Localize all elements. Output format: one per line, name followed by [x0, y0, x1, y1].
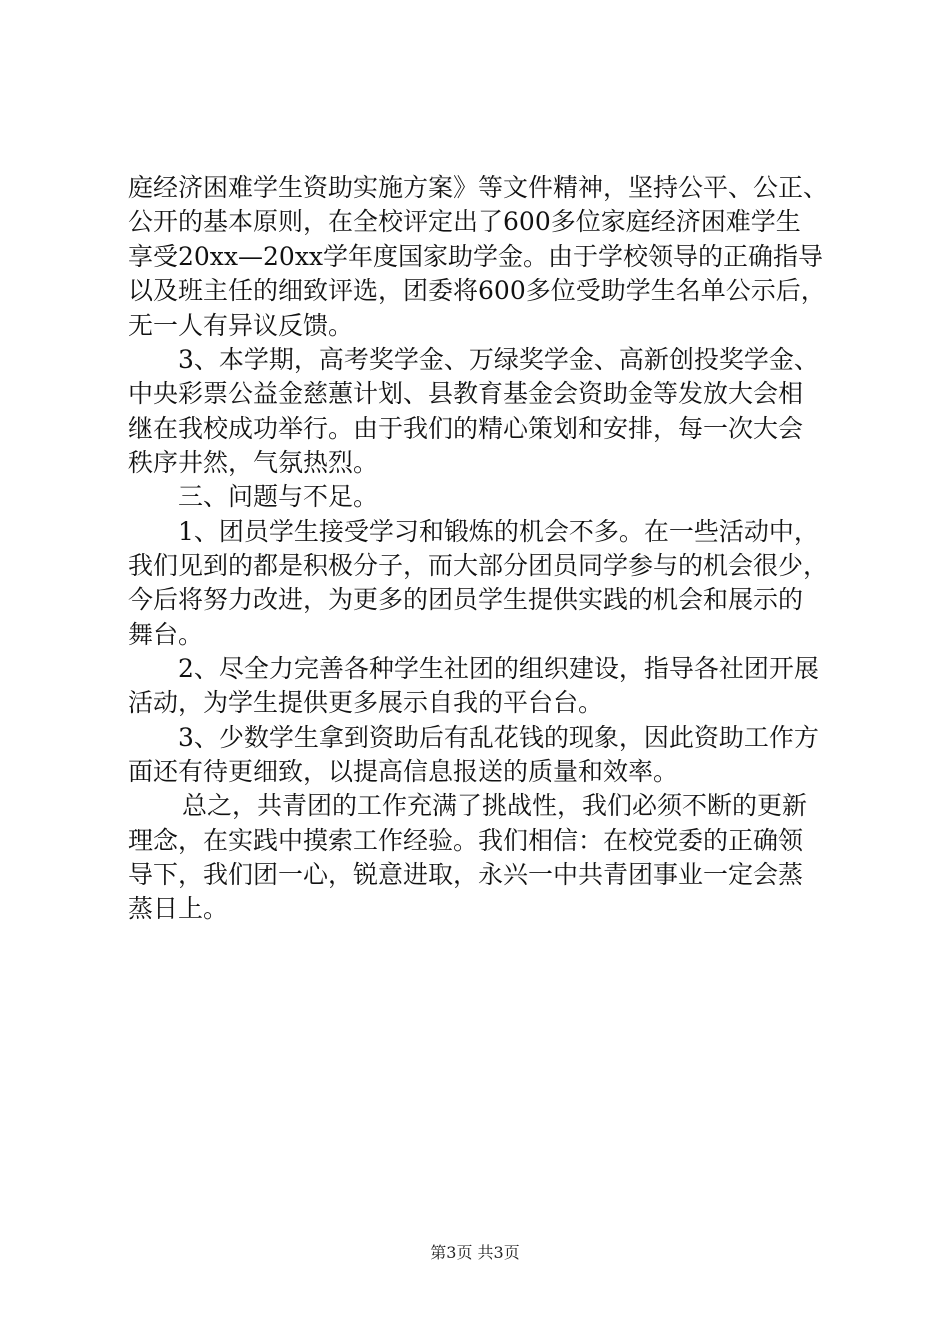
text-line: 3、本学期，高考奖学金、万绿奖学金、高新创投奖学金、 — [178, 345, 819, 374]
text-line: 以及班主任的细致评选，团委将600多位受助学生名单公示后， — [128, 276, 826, 305]
text-line: 2、尽全力完善各种学生社团的组织建设，指导各社团开展 — [178, 654, 819, 683]
text-line: 秩序井然，气氛热烈。 — [128, 448, 379, 477]
text-line: 继在我校成功举行。由于我们的精心策划和安排，每一次大会 — [128, 414, 804, 443]
page-number-footer: 第3页 共3页 — [430, 1243, 520, 1262]
text-line: 3、少数学生拿到资助后有乱花钱的现象，因此资助工作方 — [178, 723, 819, 752]
text-line: 今后将努力改进，为更多的团员学生提供实践的机会和展示的 — [128, 585, 804, 614]
text-line: 我们见到的都是积极分子，而大部分团员同学参与的机会很少， — [128, 551, 829, 580]
text-line: 享受20xx—20xx学年度国家助学金。由于学校领导的正确指导 — [128, 242, 824, 271]
text-line: 无一人有异议反馈。 — [128, 311, 354, 340]
text-line: 面还有待更细致，以提高信息报送的质量和效率。 — [128, 757, 679, 786]
text-line: 活动，为学生提供更多展示自我的平台台。 — [128, 688, 604, 717]
text-line: 导下，我们团一心，锐意进取，永兴一中共青团事业一定会蒸 — [128, 860, 804, 889]
text-line: 庭经济困难学生资助实施方案》等文件精神，坚持公平、公正、 — [128, 173, 829, 202]
text-line: 中央彩票公益金慈蕙计划、县教育基金会资助金等发放大会相 — [128, 379, 804, 408]
text-line: 总之，共青团的工作充满了挑战性，我们必须不断的更新 — [182, 791, 808, 820]
text-line: 1、团员学生接受学习和锻炼的机会不多。在一些活动中， — [178, 517, 819, 546]
text-line: 蒸日上。 — [128, 894, 229, 923]
section-heading: 三、问题与不足。 — [178, 482, 379, 511]
text-line: 理念，在实践中摸索工作经验。我们相信：在校党委的正确领 — [128, 826, 804, 855]
text-line: 公开的基本原则，在全校评定出了600多位家庭经济困难学生 — [128, 207, 801, 236]
text-line: 舞台。 — [128, 620, 204, 649]
